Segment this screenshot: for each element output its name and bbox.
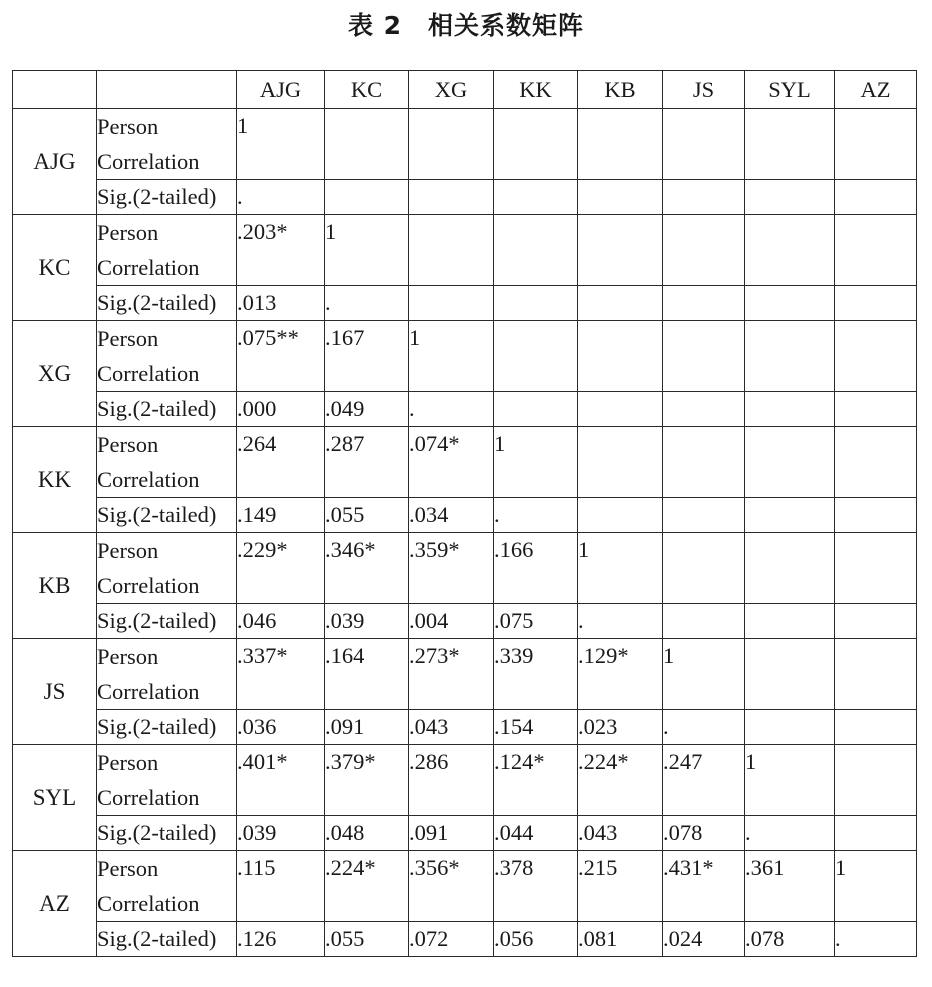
correlation-value-cell: 1 <box>835 851 917 922</box>
significance-value-cell: .154 <box>494 710 578 745</box>
significance-value-cell: . <box>237 180 325 215</box>
row-variable-label: KB <box>13 533 97 639</box>
significance-value-cell: .072 <box>409 922 494 957</box>
correlation-value-cell <box>663 533 745 604</box>
table-row <box>13 109 917 180</box>
significance-value-cell: .091 <box>325 710 409 745</box>
table-row <box>13 321 917 392</box>
significance-value-cell: .046 <box>237 604 325 639</box>
correlation-value-cell: .339 <box>494 639 578 710</box>
table-row <box>13 604 917 639</box>
table-row <box>13 286 917 321</box>
correlation-value-cell: 1 <box>325 215 409 286</box>
significance-value-cell: .036 <box>237 710 325 745</box>
significance-value-cell <box>835 604 917 639</box>
column-header-kk: KK <box>494 71 578 109</box>
stat-label-correlation: Person Correlation <box>97 533 237 604</box>
correlation-value-cell: .379* <box>325 745 409 816</box>
correlation-value-cell: .167 <box>325 321 409 392</box>
column-header-az: AZ <box>835 71 917 109</box>
significance-value-cell <box>835 498 917 533</box>
significance-value-cell <box>494 392 578 427</box>
significance-value-cell: .044 <box>494 816 578 851</box>
significance-value-cell <box>745 180 835 215</box>
significance-value-cell <box>745 392 835 427</box>
correlation-value-cell: 1 <box>745 745 835 816</box>
correlation-value-cell: .203* <box>237 215 325 286</box>
significance-value-cell: .078 <box>663 816 745 851</box>
correlation-value-cell: .164 <box>325 639 409 710</box>
table-row <box>13 498 917 533</box>
column-header-xg: XG <box>409 71 494 109</box>
correlation-value-cell <box>745 427 835 498</box>
column-header-js: JS <box>663 71 745 109</box>
correlation-value-cell <box>325 109 409 180</box>
significance-value-cell: . <box>578 604 663 639</box>
correlation-value-cell: 1 <box>578 533 663 604</box>
significance-value-cell: .091 <box>409 816 494 851</box>
correlation-value-cell: 1 <box>237 109 325 180</box>
correlation-value-cell <box>409 215 494 286</box>
correlation-value-cell <box>835 215 917 286</box>
stat-label-sig: Sig.(2-tailed) <box>97 286 237 321</box>
significance-value-cell <box>409 286 494 321</box>
significance-value-cell <box>325 180 409 215</box>
significance-value-cell <box>663 498 745 533</box>
stat-label-correlation: Person Correlation <box>97 427 237 498</box>
significance-value-cell: .043 <box>578 816 663 851</box>
table-row <box>13 533 917 604</box>
significance-value-cell <box>663 392 745 427</box>
significance-value-cell <box>835 710 917 745</box>
significance-value-cell: .004 <box>409 604 494 639</box>
significance-value-cell <box>578 392 663 427</box>
stat-label-correlation: Person Correlation <box>97 851 237 922</box>
significance-value-cell: .043 <box>409 710 494 745</box>
correlation-value-cell <box>745 639 835 710</box>
stat-label-sig: Sig.(2-tailed) <box>97 922 237 957</box>
table-row <box>13 710 917 745</box>
significance-value-cell: .126 <box>237 922 325 957</box>
correlation-value-cell: .361 <box>745 851 835 922</box>
correlation-value-cell: .264 <box>237 427 325 498</box>
stat-label-correlation: Person Correlation <box>97 639 237 710</box>
correlation-value-cell <box>835 533 917 604</box>
correlation-value-cell <box>745 109 835 180</box>
significance-value-cell <box>745 604 835 639</box>
significance-value-cell: .149 <box>237 498 325 533</box>
correlation-value-cell: .287 <box>325 427 409 498</box>
significance-value-cell <box>494 286 578 321</box>
row-variable-label: XG <box>13 321 97 427</box>
correlation-value-cell <box>835 109 917 180</box>
significance-value-cell: . <box>663 710 745 745</box>
stat-label-correlation: Person Correlation <box>97 745 237 816</box>
significance-value-cell: .075 <box>494 604 578 639</box>
correlation-value-cell <box>494 321 578 392</box>
correlation-value-cell: .224* <box>578 745 663 816</box>
correlation-value-cell: 1 <box>663 639 745 710</box>
correlation-value-cell <box>745 215 835 286</box>
stat-label-sig: Sig.(2-tailed) <box>97 816 237 851</box>
correlation-value-cell: .215 <box>578 851 663 922</box>
row-variable-label: AZ <box>13 851 97 957</box>
stat-label-sig: Sig.(2-tailed) <box>97 392 237 427</box>
row-variable-label: SYL <box>13 745 97 851</box>
significance-value-cell: .048 <box>325 816 409 851</box>
correlation-value-cell <box>578 427 663 498</box>
stat-label-sig: Sig.(2-tailed) <box>97 180 237 215</box>
significance-value-cell: . <box>494 498 578 533</box>
correlation-value-cell <box>745 533 835 604</box>
correlation-value-cell <box>663 215 745 286</box>
stat-label-sig: Sig.(2-tailed) <box>97 498 237 533</box>
table-row <box>13 816 917 851</box>
significance-value-cell: .000 <box>237 392 325 427</box>
row-variable-label: AJG <box>13 109 97 215</box>
stat-label-correlation: Person Correlation <box>97 321 237 392</box>
significance-value-cell: .055 <box>325 922 409 957</box>
correlation-value-cell: .359* <box>409 533 494 604</box>
significance-value-cell <box>835 180 917 215</box>
significance-value-cell: .034 <box>409 498 494 533</box>
correlation-value-cell: .273* <box>409 639 494 710</box>
correlation-value-cell: .129* <box>578 639 663 710</box>
correlation-value-cell <box>578 109 663 180</box>
significance-value-cell <box>835 286 917 321</box>
significance-value-cell: .056 <box>494 922 578 957</box>
row-variable-label: KC <box>13 215 97 321</box>
correlation-value-cell: .337* <box>237 639 325 710</box>
table-row <box>13 427 917 498</box>
correlation-value-cell <box>494 109 578 180</box>
table-title: 表 2 相关系数矩阵 <box>347 11 585 40</box>
correlation-value-cell: .247 <box>663 745 745 816</box>
column-header-kc: KC <box>325 71 409 109</box>
significance-value-cell <box>663 286 745 321</box>
correlation-value-cell: .224* <box>325 851 409 922</box>
significance-value-cell <box>663 180 745 215</box>
correlation-value-cell: .356* <box>409 851 494 922</box>
correlation-value-cell: 1 <box>409 321 494 392</box>
correlation-value-cell <box>663 321 745 392</box>
significance-value-cell <box>663 604 745 639</box>
correlation-value-cell <box>663 427 745 498</box>
significance-value-cell: .024 <box>663 922 745 957</box>
correlation-value-cell: .074* <box>409 427 494 498</box>
table-row <box>13 922 917 957</box>
significance-value-cell <box>494 180 578 215</box>
significance-value-cell <box>578 498 663 533</box>
table-row <box>13 215 917 286</box>
significance-value-cell <box>578 180 663 215</box>
correlation-value-cell: .229* <box>237 533 325 604</box>
correlation-value-cell: .166 <box>494 533 578 604</box>
correlation-value-cell: .378 <box>494 851 578 922</box>
correlation-value-cell <box>663 109 745 180</box>
correlation-value-cell: .346* <box>325 533 409 604</box>
correlation-value-cell <box>835 639 917 710</box>
significance-value-cell: .039 <box>325 604 409 639</box>
significance-value-cell <box>745 710 835 745</box>
stat-label-sig: Sig.(2-tailed) <box>97 604 237 639</box>
significance-value-cell <box>745 498 835 533</box>
correlation-value-cell: .075** <box>237 321 325 392</box>
correlation-value-cell <box>494 215 578 286</box>
row-variable-label: KK <box>13 427 97 533</box>
header-row <box>13 71 917 109</box>
table-row <box>13 392 917 427</box>
correlation-value-cell <box>835 321 917 392</box>
correlation-value-cell: .401* <box>237 745 325 816</box>
correlation-value-cell: 1 <box>494 427 578 498</box>
correlation-value-cell <box>578 215 663 286</box>
significance-value-cell: .055 <box>325 498 409 533</box>
stat-label-correlation: Person Correlation <box>97 109 237 180</box>
correlation-value-cell: .286 <box>409 745 494 816</box>
significance-value-cell: .023 <box>578 710 663 745</box>
corner-cell <box>97 71 237 109</box>
significance-value-cell: . <box>745 816 835 851</box>
correlation-matrix-table <box>12 70 917 957</box>
significance-value-cell <box>835 392 917 427</box>
matrix-body <box>13 109 917 957</box>
significance-value-cell: . <box>325 286 409 321</box>
corner-cell <box>13 71 97 109</box>
correlation-value-cell: .115 <box>237 851 325 922</box>
significance-value-cell: .049 <box>325 392 409 427</box>
table-row <box>13 745 917 816</box>
stat-label-correlation: Person Correlation <box>97 215 237 286</box>
table-row <box>13 851 917 922</box>
significance-value-cell: .013 <box>237 286 325 321</box>
significance-value-cell: .081 <box>578 922 663 957</box>
correlation-value-cell: .431* <box>663 851 745 922</box>
significance-value-cell: . <box>409 392 494 427</box>
column-header-kb: KB <box>578 71 663 109</box>
correlation-value-cell <box>835 427 917 498</box>
correlation-value-cell <box>745 321 835 392</box>
correlation-value-cell: .124* <box>494 745 578 816</box>
correlation-value-cell <box>578 321 663 392</box>
correlation-value-cell <box>409 109 494 180</box>
significance-value-cell <box>578 286 663 321</box>
correlation-value-cell <box>835 745 917 816</box>
significance-value-cell: . <box>835 922 917 957</box>
table-row <box>13 180 917 215</box>
table-row <box>13 639 917 710</box>
significance-value-cell: .078 <box>745 922 835 957</box>
significance-value-cell: .039 <box>237 816 325 851</box>
significance-value-cell <box>745 286 835 321</box>
column-header-syl: SYL <box>745 71 835 109</box>
significance-value-cell <box>835 816 917 851</box>
column-header-ajg: AJG <box>237 71 325 109</box>
stat-label-sig: Sig.(2-tailed) <box>97 710 237 745</box>
significance-value-cell <box>409 180 494 215</box>
row-variable-label: JS <box>13 639 97 745</box>
